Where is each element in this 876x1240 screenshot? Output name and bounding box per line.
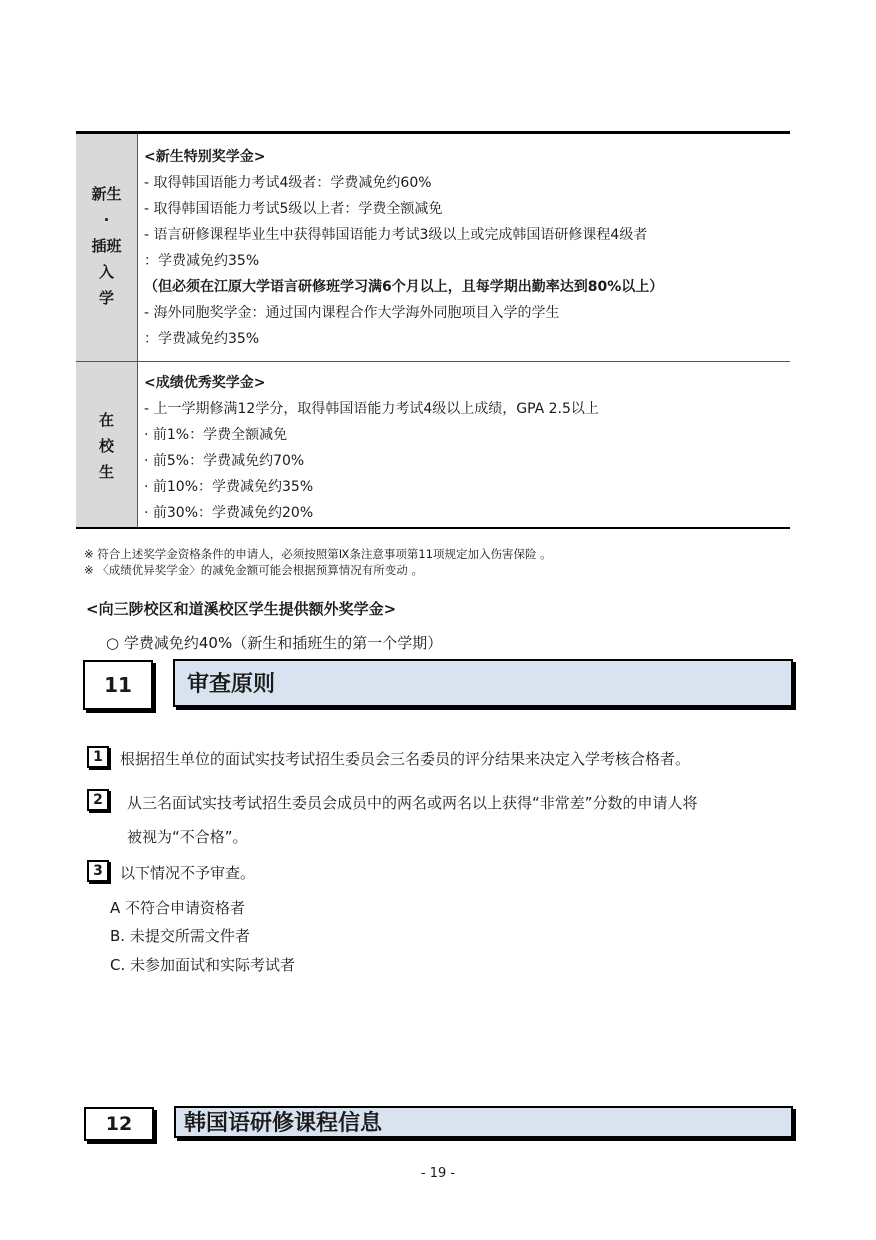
exclusion-b: B. 未提交所需文件者	[110, 927, 250, 945]
merit-scholarship-content	[144, 370, 599, 526]
scholarship-line: · 前10%：学费减免约35%	[144, 479, 314, 495]
review-item-2: 从三名面试实技考试招生委员会成员中的两名或两名以上获得“非常差”分数的申请人将	[127, 794, 698, 812]
page-number: - 19 -	[420, 1166, 456, 1181]
review-item-3: 以下情况不予审查。	[120, 864, 256, 882]
extra-scholarship-bullet: ○ 学费减免约40%（新生和插班生的第一个学期）	[106, 634, 443, 652]
footnote-budget: ※ 〈成绩优异奖学金〉的减免金额可能会根据预算情况有所变动 。	[84, 563, 423, 577]
scholarship-line: · 前5%：学费减免约70%	[144, 453, 305, 469]
table-bottom-rule	[76, 527, 790, 529]
scholarship-line: - 取得韩国语能力考试5级以上者：学费全额减免	[144, 201, 443, 217]
header-text: 在 校 生	[98, 411, 114, 481]
review-item-2-continued: 被视为“不合格”。	[127, 828, 248, 846]
review-item-1: 根据招生单位的面试实技考试招生委员会三名委员的评分结果来决定入学考核合格者。	[120, 750, 691, 768]
header-text: 新生 · 插班 入 学	[91, 185, 122, 307]
scholarship-line: · 前1%：学费全额减免	[144, 427, 288, 443]
scholarship-line: - 语言研修课程毕业生中获得韩国语能力考试3级以上或完成韩国语研修课程4级者	[144, 227, 648, 243]
scholarship-condition: （但必须在江原大学语言研修班学习满6个月以上，且每学期出勤率达到80%以上）	[144, 279, 664, 295]
item-number-1: 1	[87, 746, 109, 768]
row-header-new-students	[76, 181, 137, 311]
row-divider	[76, 361, 790, 362]
scholarship-line: · 前30%：学费减免约20%	[144, 505, 314, 521]
scholarship-line: - 取得韩国语能力考试4级者：学费减免约60%	[144, 175, 432, 191]
exclusion-a: A 不符合申请资格者	[110, 899, 246, 917]
footnote-insurance: ※ 符合上述奖学金资格条件的申请人，必须按照第Ⅸ条注意事项第11项规定加入伤害保险 。	[84, 547, 552, 561]
scholarship-line: ：学费减免约35%	[144, 331, 260, 347]
scholarship-table	[76, 131, 790, 530]
section-number-12: 12	[84, 1107, 154, 1141]
section-number-11: 11	[83, 660, 153, 710]
scholarship-line: - 海外同胞奖学金：通过国内课程合作大学海外同胞项目入学的学生	[144, 305, 560, 321]
section-title-12: 韩国语研修课程信息	[174, 1106, 793, 1138]
item-number-2: 2	[87, 789, 109, 811]
section-title-11: 审查原则	[173, 659, 793, 707]
row-header-enrolled-students	[76, 407, 137, 485]
item-number-3: 3	[87, 860, 109, 882]
scholarship-heading: <成绩优秀奖学金>	[144, 375, 266, 391]
extra-scholarship-heading: <向三陟校区和道溪校区学生提供额外奖学金>	[86, 600, 397, 618]
column-divider	[137, 134, 138, 527]
scholarship-line: - 上一学期修满12学分，取得韩国语能力考试4级以上成绩，GPA 2.5以上	[144, 401, 599, 417]
scholarship-heading: <新生特别奖学金>	[144, 149, 266, 165]
exclusion-c: C. 未参加面试和实际考试者	[110, 956, 296, 974]
new-student-scholarship-content	[144, 144, 663, 352]
table-top-rule	[76, 131, 790, 134]
scholarship-line: ：学费减免约35%	[144, 253, 260, 269]
